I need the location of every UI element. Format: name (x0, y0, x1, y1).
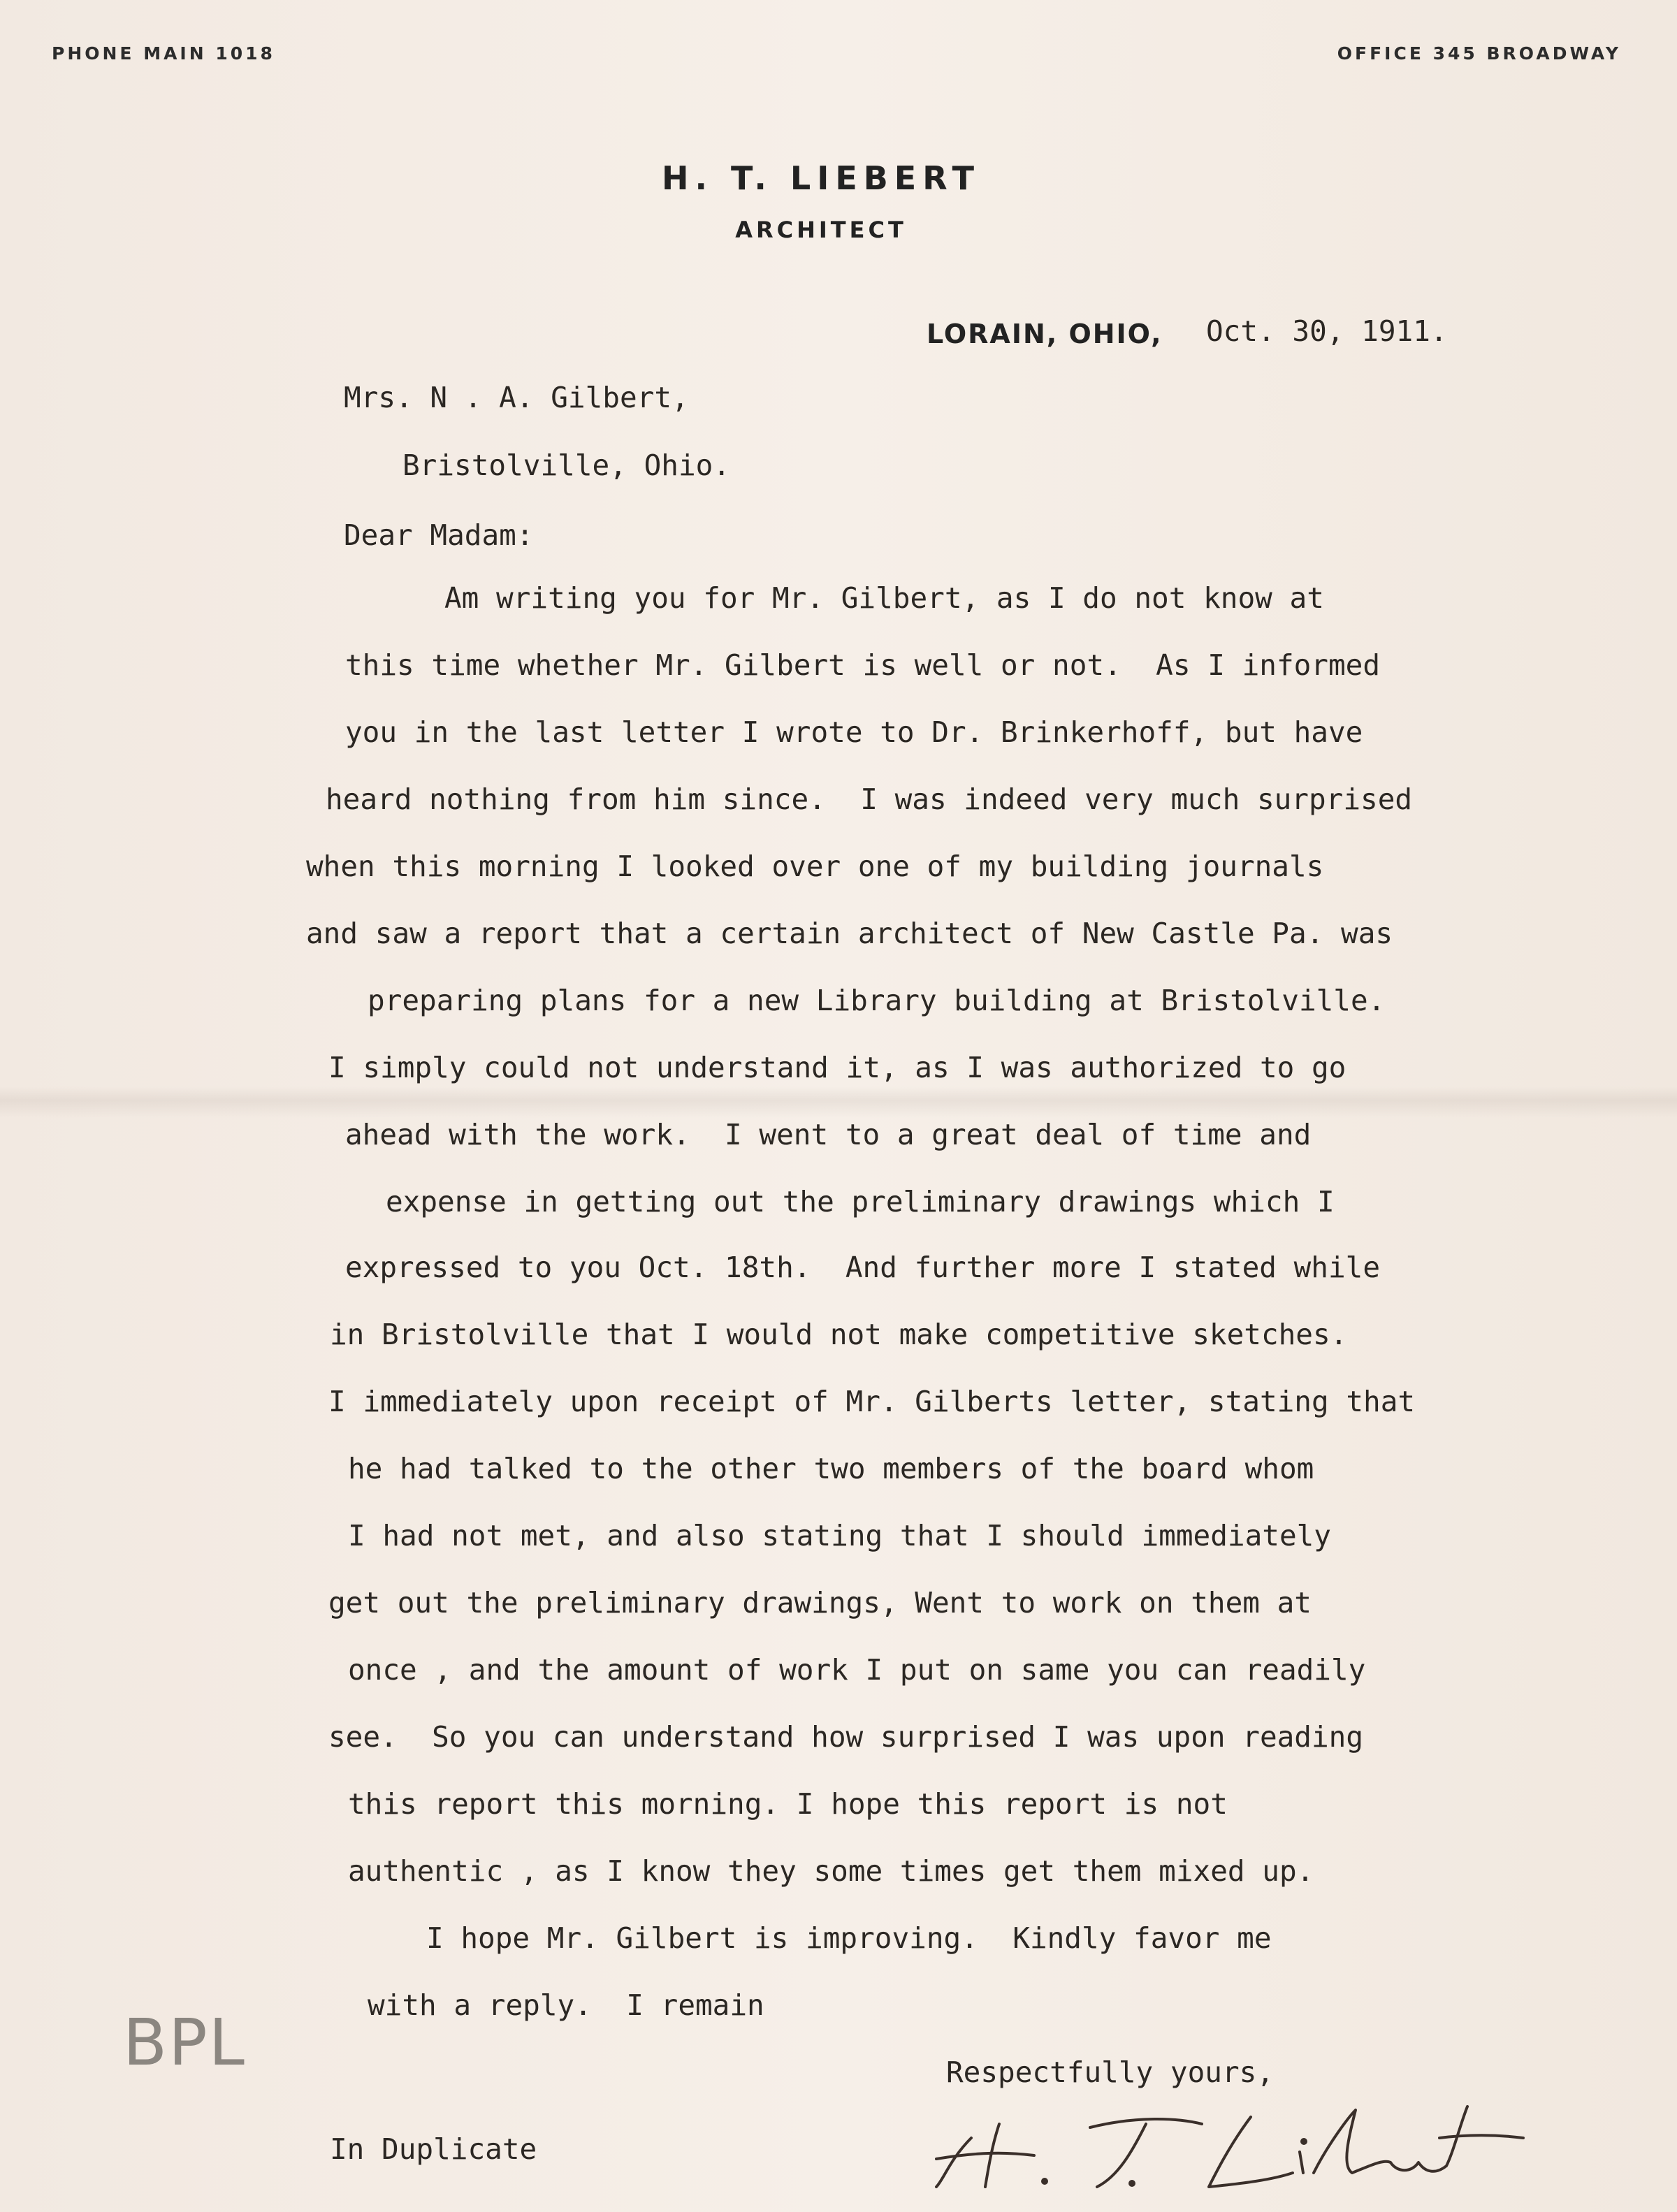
body-line: with a reply. I remain (368, 1988, 764, 2022)
body-line: he had talked to the other two members of the board whom (348, 1452, 1314, 1485)
body-line: I simply could not understand it, as I was authorized to go (328, 1051, 1346, 1084)
body-line: you in the last letter I wrote to Dr. Brinkerhoff, but have (345, 715, 1363, 749)
closing: Respectfully yours, (946, 2055, 1274, 2089)
letterhead-title: ARCHITECT (735, 217, 907, 243)
letterhead-place: LORAIN, OHIO, (927, 319, 1163, 349)
duplicate-notation: In Duplicate (330, 2132, 537, 2166)
body-line: I had not met, and also stating that I should immediately (348, 1519, 1331, 1552)
body-line: heard nothing from him since. I was indeed very much surprised (326, 783, 1413, 816)
watermark: BPL (123, 2005, 246, 2080)
body-line: authentic , as I know they some times get them mixed up. (348, 1854, 1314, 1888)
salutation: Dear Madam: (344, 518, 534, 552)
body-line: preparing plans for a new Library building at Bristolville. (368, 984, 1386, 1017)
body-line: see. So you can understand how surprised I was upon reading (328, 1720, 1364, 1754)
signature (922, 2096, 1551, 2194)
body-line: when this morning I looked over one of my building journals (306, 850, 1324, 883)
recipient-city: Bristolville, Ohio. (402, 449, 730, 482)
body-line: Am writing you for Mr. Gilbert, as I do not know at (444, 581, 1324, 615)
recipient-name: Mrs. N . A. Gilbert, (344, 381, 689, 414)
letterhead-office: OFFICE 345 BROADWAY (1337, 43, 1621, 64)
letter-date: Oct. 30, 1911. (1206, 314, 1448, 348)
body-line: expense in getting out the preliminary drawings which I (386, 1185, 1335, 1218)
body-line: I immediately upon receipt of Mr. Gilberts letter, stating that (328, 1385, 1416, 1418)
body-line: expressed to you Oct. 18th. And further more I stated while (345, 1251, 1381, 1284)
body-line: once , and the amount of work I put on same you can readily (348, 1653, 1366, 1687)
body-line: get out the preliminary drawings, Went to work on them at (328, 1586, 1312, 1620)
letterhead-phone: PHONE MAIN 1018 (52, 43, 275, 64)
body-line: and saw a report that a certain architect of New Castle Pa. was (306, 917, 1393, 950)
body-line: this time whether Mr. Gilbert is well or not. As I informed (345, 648, 1381, 682)
body-line: I hope Mr. Gilbert is improving. Kindly favor me (426, 1921, 1272, 1955)
body-line: ahead with the work. I went to a great deal of time and (345, 1118, 1312, 1151)
body-line: in Bristolville that I would not make competitive sketches. (330, 1318, 1348, 1351)
letterhead-name: H. T. LIEBERT (662, 159, 980, 197)
body-line: this report this morning. I hope this report is not (348, 1787, 1228, 1821)
